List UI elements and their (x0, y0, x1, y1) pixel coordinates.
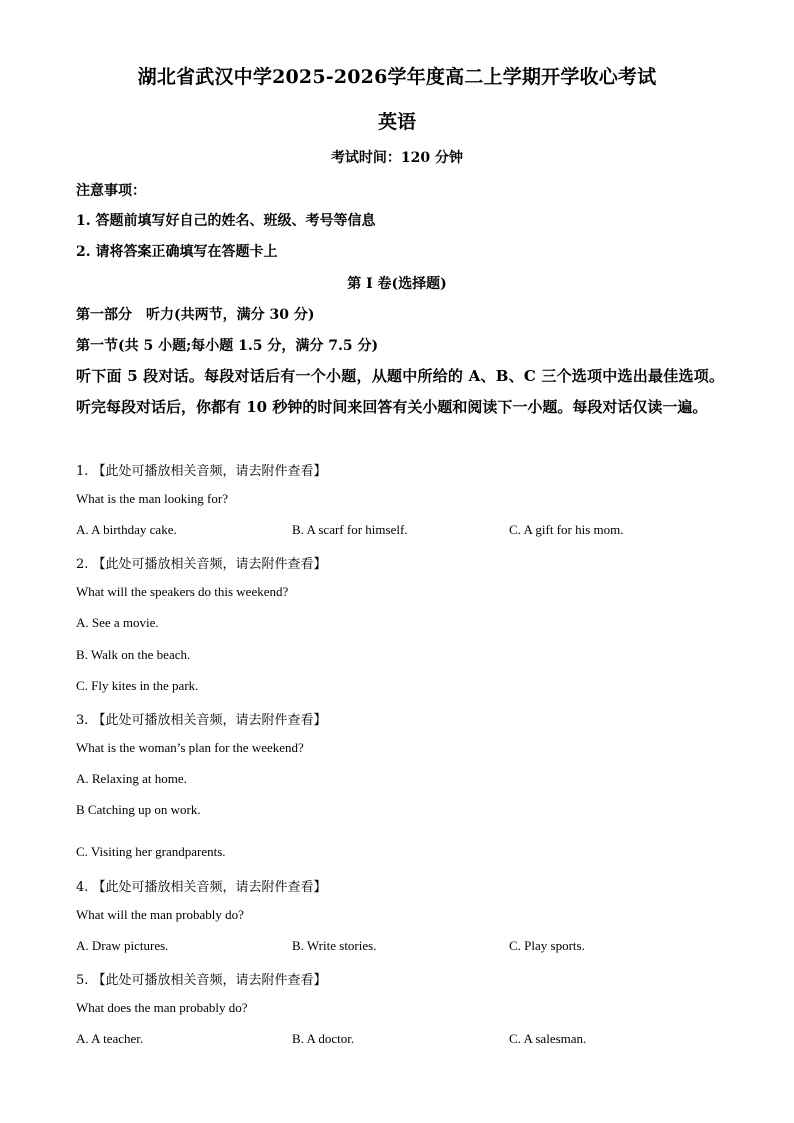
question-3-option-a: A. Relaxing at home. (76, 771, 187, 786)
exam-subject: 英语 (377, 111, 416, 133)
exam-title: 湖北省武汉中学2025-2026学年度高二上学期开学收心考试 (137, 66, 657, 88)
section-heading: 第一节(共 5 小题;每小题 1.5 分，满分 7.5 分) (76, 338, 379, 354)
question-2-option-c: C. Fly kites in the park. (76, 678, 199, 693)
question-1-option-a: A. A birthday cake. (76, 522, 177, 537)
question-5-option-a: A. A teacher. (76, 1031, 144, 1046)
question-5-text: What does the man probably do? (76, 1000, 248, 1015)
question-1-option-b: B. A scarf for himself. (292, 522, 408, 537)
note-item-1: 1. 答题前填写好自己的姓名、班级、考号等信息 (76, 213, 376, 229)
question-2-option-b: B. Walk on the beach. (76, 647, 191, 662)
volume-heading: 第 I 卷(选择题) (347, 276, 447, 292)
exam-time: 考试时间：120 分钟 (330, 150, 464, 166)
question-2-text: What will the speakers do this weekend? (76, 584, 289, 599)
listening-instruction: 听下面 5 段对话。每段对话后有一个小题，从题中所给的 A、B、C 三个选项中选出最佳选项。听完每段对话后，你都有 10 秒钟的时间来回答有关小题和阅读下一小题。每段对话仅读一遍。 (76, 367, 724, 416)
question-1-option-c: C. A gift for his mom. (509, 522, 624, 537)
question-3-option-b: B Catching up on work. (76, 802, 201, 817)
question-3-head: 3. 【此处可播放相关音频，请去附件查看】 (76, 713, 327, 728)
question-4-text: What will the man probably do? (76, 907, 244, 922)
question-2-head: 2. 【此处可播放相关音频，请去附件查看】 (76, 557, 327, 572)
question-4-option-b: B. Write stories. (292, 938, 377, 953)
question-2-option-a: A. See a movie. (76, 615, 159, 630)
question-4-option-a: A. Draw pictures. (76, 938, 169, 953)
question-3-text: What is the woman’s plan for the weekend? (76, 740, 304, 755)
question-1-text: What is the man looking for? (76, 491, 228, 506)
part-heading: 第一部分 听力(共两节，满分 30 分) (76, 307, 315, 323)
question-4-head: 4. 【此处可播放相关音频，请去附件查看】 (76, 880, 327, 895)
question-5-option-c: C. A salesman. (509, 1031, 587, 1046)
question-1-head: 1. 【此处可播放相关音频，请去附件查看】 (76, 464, 327, 479)
question-4-option-c: C. Play sports. (509, 938, 585, 953)
question-3-option-c: C. Visiting her grandparents. (76, 844, 226, 859)
notes-heading: 注意事项： (76, 183, 146, 199)
question-5-head: 5. 【此处可播放相关音频，请去附件查看】 (76, 973, 327, 988)
note-item-2: 2. 请将答案正确填写在答题卡上 (76, 244, 278, 260)
question-5-option-b: B. A doctor. (292, 1031, 355, 1046)
